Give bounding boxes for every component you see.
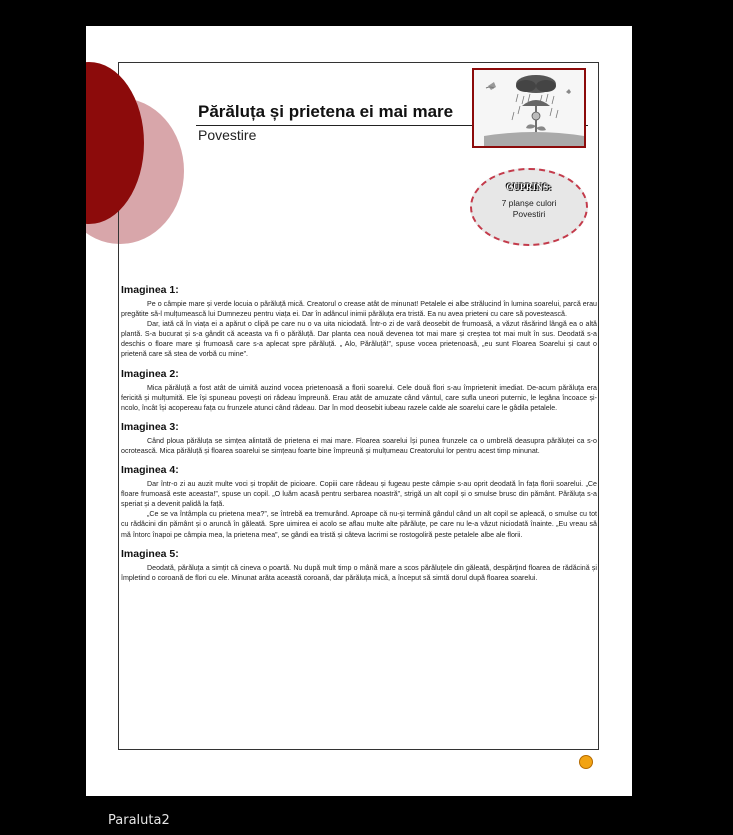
section-paragraph: „Ce se va întâmpla cu prietena mea?”, se întrebă ea tremurând. Aproape că nu-și termină gândul când un alt copil se apleacă, o smulse cu tot cu rădăcini din pământ și o aruncă în găleată. Spre uimirea ei acolo se aflau multe alte părăluțe, pe care nu le-a văzut niciodată înainte. „Eu vreau să mă întorc înapoi pe câmpia mea, la prietena mea”, se gândi ea tristă și câteva lacrimi se rostogoliră peste petalele albe ale florii. — [121, 510, 597, 539]
section-heading: Imaginea 5: — [121, 547, 179, 560]
rain-illustration-graphic — [474, 70, 584, 146]
document-page — [86, 26, 632, 796]
section-paragraph: Când ploua părăluța se simțea alintată de prietena ei mai mare. Floarea soarelui își punea frunzele ca o umbrelă deasupra părăluței ca s-o ocrotească. Mica părăluță și floarea soarelui se simțeau foarte bine împreună și mulțumeau Creatorului lor pentru acest timp minunat. — [121, 436, 597, 455]
document-title: Părăluța și prietena ei mai mare — [198, 102, 454, 121]
section-paragraph: Dar într-o zi au auzit multe voci și tropăit de picioare. Copiii care râdeau și fugeau peste câmpie s-au oprit deodată în fața florii soarelui. „Ce floare frumoasă este aceasta!”, spuse un copil. „O luăm acasă pentru serbarea noastră”, strigă un alt copil și o smulse brusc din pământ. Părăluța s-a speriat și a devenit palidă la față. — [121, 480, 597, 509]
story-section-1 — [121, 284, 597, 360]
contents-badge — [470, 168, 588, 246]
section-paragraph: Deodată, părăluța a simțit că cineva o poartă. Nu după mult timp o mână mare a scos părăluțele din găleată, despărțind floarea de rădăcină și împletind o coroană de flori cu ele. Minunat arăta această coroană, dar părăluța mică, a început să simtă dorul după floarea soarelui. — [121, 563, 597, 582]
contents-badge-heading: CUPRINS: — [506, 182, 552, 192]
story-section-2 — [121, 368, 597, 413]
section-paragraph: Dar, iată că în viața ei a apărut o clipă pe care nu o va uita niciodată. Într-o zi de vară deosebit de frumoasă, a văzut răsărind lângă ea o altă plantă. S-a bucurat și s-a gândit că aceasta va fi o părăluță. Dar planta cea nouă devenea tot mai mare și creștea tot mai mult în sus. Deodată s-a deschis o floare mare și frumoasă care s-a aplecat spre părăluță. „ Alo, Părăluță!”, spuse vocea prietenoasă, „eu sunt Floarea Soarelui și caut o prietenă care să stea de vorbă cu mine”. — [121, 320, 597, 359]
sun-logo-icon — [579, 755, 593, 769]
story-content — [121, 284, 597, 591]
section-paragraph: Mica părăluță a fost atât de uimită auzind vocea prietenoasă a florii soarelui. Cele două flori s-au împrietenit imediat. De-acum părăluța era fericită și mulțumită. Ele își spuneau povești ori râdeau împreună. Erau atât de amuzate când vântul, care sufla uneori puternic, le legăna încoace și-ncolo, încât își acopereau fața cu frunzele atunci când râdeau. Dar în mod deosebit iubeau razele calde ale soarelui care le gâdila petalele. — [121, 383, 597, 412]
story-section-3 — [121, 421, 597, 456]
contents-badge-line: 7 planșe culori — [501, 198, 557, 208]
section-heading: Imaginea 2: — [121, 367, 179, 380]
contents-badge-line: Povestiri — [512, 209, 546, 219]
section-paragraph: Pe o câmpie mare și verde locuia o părăluță mică. Creatorul o crease atât de minunat! Petalele ei albe strălucind în lumina soarelui, parcă erau pregătite să-l mulțumească lui Dumnezeu pentru viața ei. Dar în adâncul inimii părăluța era tristă. Ea nu avea prieteni cu care să povestească. — [121, 300, 597, 319]
rain-illustration-image — [472, 68, 586, 148]
story-section-5 — [121, 548, 597, 583]
document-subtitle: Povestire — [198, 127, 257, 143]
section-heading: Imaginea 4: — [121, 464, 179, 477]
section-heading: Imaginea 1: — [121, 284, 179, 296]
section-heading: Imaginea 3: — [121, 420, 179, 433]
story-section-4 — [121, 464, 597, 540]
image-caption: Paraluta2 — [108, 813, 170, 828]
